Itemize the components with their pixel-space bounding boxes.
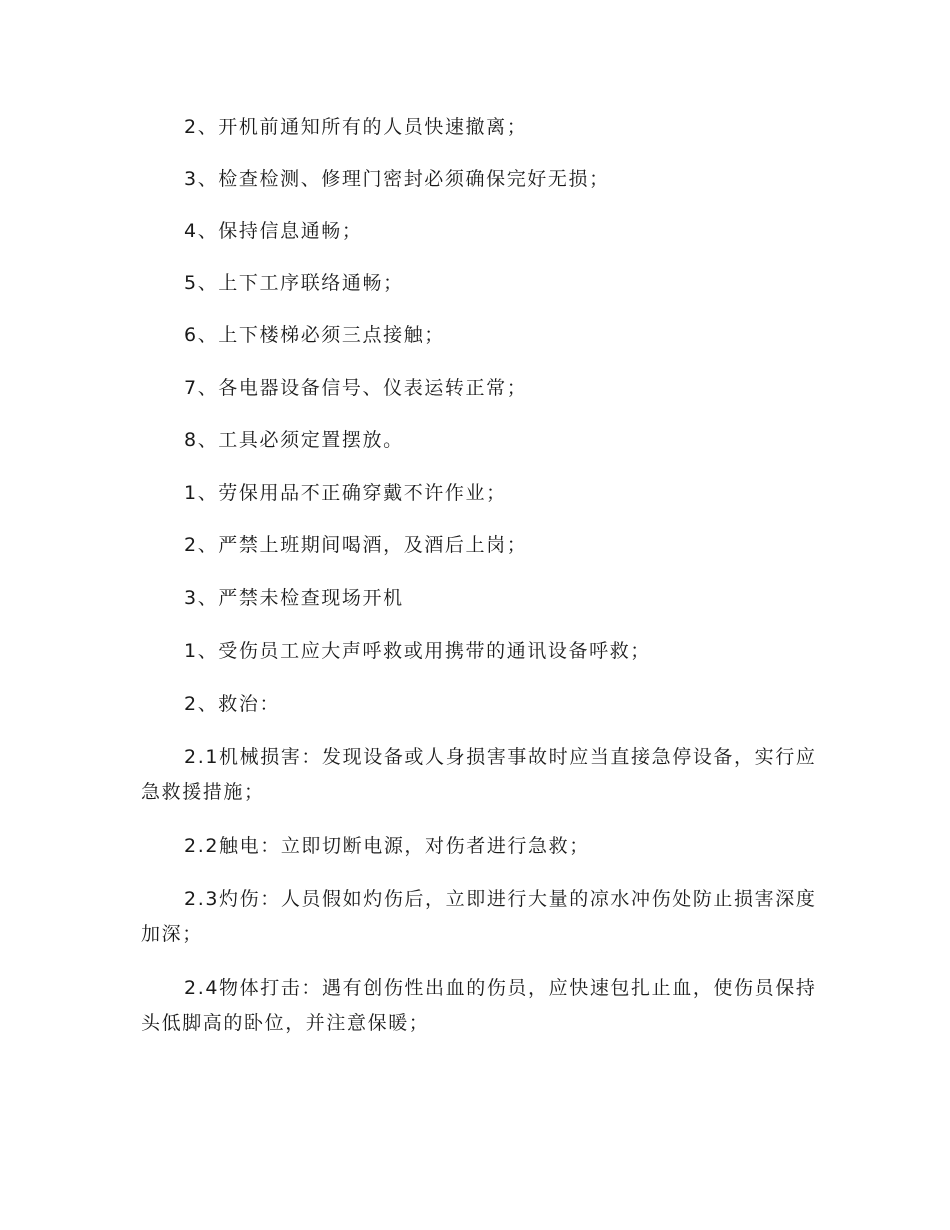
paragraph-7: 8、工具必须定置摆放。	[184, 429, 404, 451]
paragraph-16: 2.4物体打击：遇有创伤性出血的伤员，应快速包扎止血，使伤员保持头低脚高的卧位，并注意保暖；	[141, 977, 817, 1034]
paragraph-8: 1、劳保用品不正确穿戴不许作业；	[184, 482, 507, 504]
paragraph-10: 3、严禁未检查现场开机	[184, 587, 404, 609]
paragraph-2: 3、检查检测、修理门密封必须确保完好无损；	[184, 168, 610, 190]
paragraph-4: 5、上下工序联络通畅；	[184, 272, 404, 294]
paragraph-6: 7、各电器设备信号、仪表运转正常；	[184, 377, 528, 399]
paragraph-14: 2.2触电：立即切断电源，对伤者进行急救；	[184, 835, 590, 857]
paragraph-5: 6、上下楼梯必须三点接触；	[184, 324, 445, 346]
paragraph-11: 1、受伤员工应大声呼救或用携带的通讯设备呼救；	[184, 640, 651, 662]
paragraph-3: 4、保持信息通畅；	[184, 220, 363, 242]
paragraph-1: 2、开机前通知所有的人员快速撤离；	[184, 116, 528, 138]
paragraph-12: 2、救治：	[184, 693, 281, 715]
paragraph-9: 2、严禁上班期间喝酒，及酒后上岗；	[184, 534, 528, 556]
paragraph-15: 2.3灼伤：人员假如灼伤后，立即进行大量的凉水冲伤处防止损害深度加深；	[141, 888, 817, 945]
paragraph-13: 2.1机械损害：发现设备或人身损害事故时应当直接急停设备，实行应急救援措施；	[141, 746, 817, 803]
